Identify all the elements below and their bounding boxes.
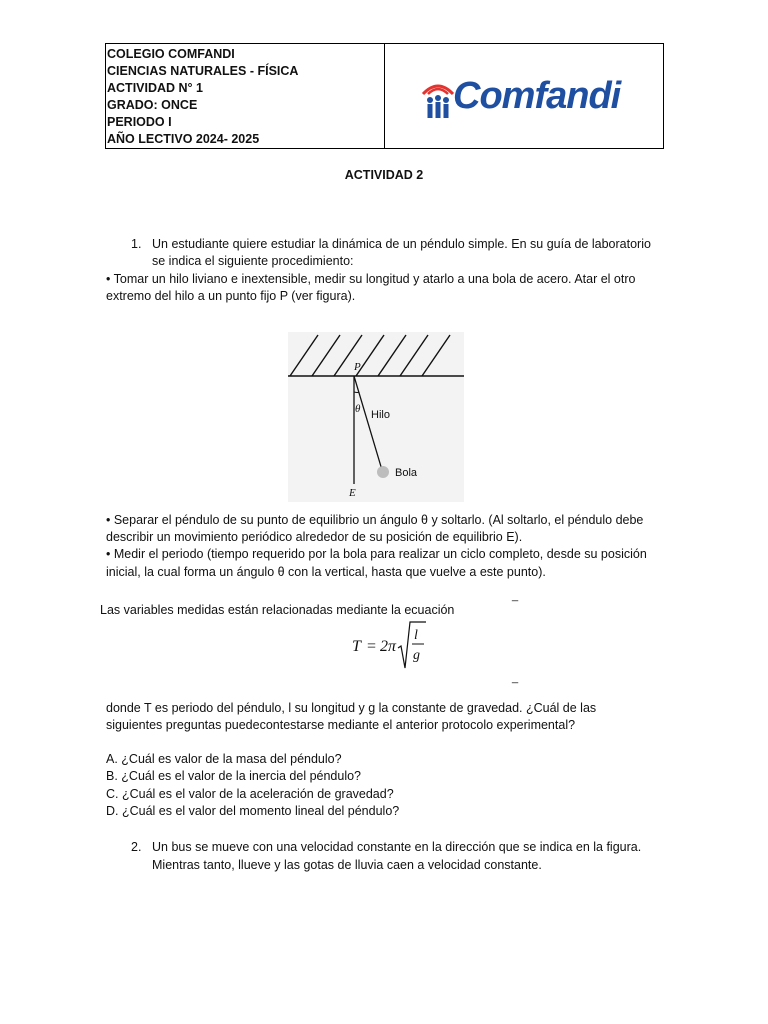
header-info — [106, 44, 385, 148]
header-table — [105, 43, 664, 149]
option-c: C. ¿Cuál es el valor de la aceleración de gravedad? — [106, 787, 394, 801]
q1-bullet3-line1: • Medir el periodo (tiempo requerido por la bola para realizar un ciclo completo, desde su posición — [106, 547, 647, 561]
header-year: AÑO LECTIVO 2024- 2025 — [107, 132, 260, 146]
label-bola: Bola — [395, 467, 418, 479]
logo-cell — [385, 44, 663, 148]
header-period: PERIODO I — [107, 115, 172, 129]
label-hilo: Hilo — [371, 409, 390, 421]
comfandi-logo-icon — [421, 80, 455, 120]
eq-mark-bottom: _ — [512, 672, 519, 684]
angle-arc — [354, 392, 359, 393]
q1-after-line2: siguientes preguntas puedecontestarse mediante el anterior protocolo experimental? — [106, 718, 576, 732]
page-title: ACTIVIDAD 2 — [344, 168, 424, 182]
eq-denominator: g — [413, 648, 420, 663]
pendulum-figure — [288, 332, 464, 502]
label-p: P — [354, 361, 361, 373]
ball — [377, 466, 389, 478]
label-theta: θ — [355, 403, 361, 415]
q1-after-line1: donde T es periodo del péndulo, l su longitud y g la constante de gravedad. ¿Cuál de las — [106, 701, 597, 715]
label-e: E — [349, 487, 356, 499]
q1-line2: se indica el siguiente procedimiento: — [152, 254, 354, 268]
header-grade: GRADO: ONCE — [107, 98, 198, 112]
eq-mark-top: _ — [512, 590, 519, 602]
option-b: B. ¿Cuál es el valor de la inercia del péndulo? — [106, 769, 362, 783]
q1-bullet3-line2: inicial, la cual forma un ángulo θ con la vertical, hasta que vuelve a este punto). — [106, 565, 546, 579]
eq-numerator: l — [414, 628, 418, 643]
q1-line1: Un estudiante quiere estudiar la dinámica de un péndulo simple. En su guía de laboratorio — [152, 237, 651, 251]
q2-number: 2. — [131, 840, 142, 854]
eq-lhs: T — [352, 638, 361, 655]
comfandi-logo-text: Comfandi — [453, 75, 621, 117]
period-equation — [348, 618, 428, 672]
eq-equals: = — [367, 638, 377, 655]
option-d: D. ¿Cuál es el valor del momento lineal del péndulo? — [106, 804, 400, 818]
header-school: COLEGIO COMFANDI — [107, 47, 235, 61]
q1-bullet2-line1: • Separar el péndulo de su punto de equilibrio un ángulo θ y soltarlo. (Al soltarlo, el péndulo debe — [106, 513, 644, 527]
q1-bullet1-line1: • Tomar un hilo liviano e inextensible, medir su longitud y atarlo a una bola de acero. Atar el otro — [106, 272, 636, 286]
equation-intro: Las variables medidas están relacionadas mediante la ecuación — [100, 603, 455, 617]
header-subject: CIENCIAS NATURALES - FÍSICA — [107, 64, 299, 78]
q1-bullet1-line2: extremo del hilo a un punto fijo P (ver figura). — [106, 289, 356, 303]
q2-line2: Mientras tanto, llueve y las gotas de lluvia caen a velocidad constante. — [152, 858, 542, 872]
q2-line1: Un bus se mueve con una velocidad constante en la dirección que se indica en la figura. — [152, 840, 642, 854]
sqrt-sign — [398, 622, 426, 668]
q1-bullet2-line2: describir un movimiento periódico alrededor de su posición de equilibrio E). — [106, 530, 523, 544]
q1-number: 1. — [131, 237, 142, 251]
option-a: A. ¿Cuál es valor de la masa del péndulo? — [106, 752, 342, 766]
eq-coef: 2π — [380, 638, 397, 655]
header-activity: ACTIVIDAD N° 1 — [107, 81, 203, 95]
